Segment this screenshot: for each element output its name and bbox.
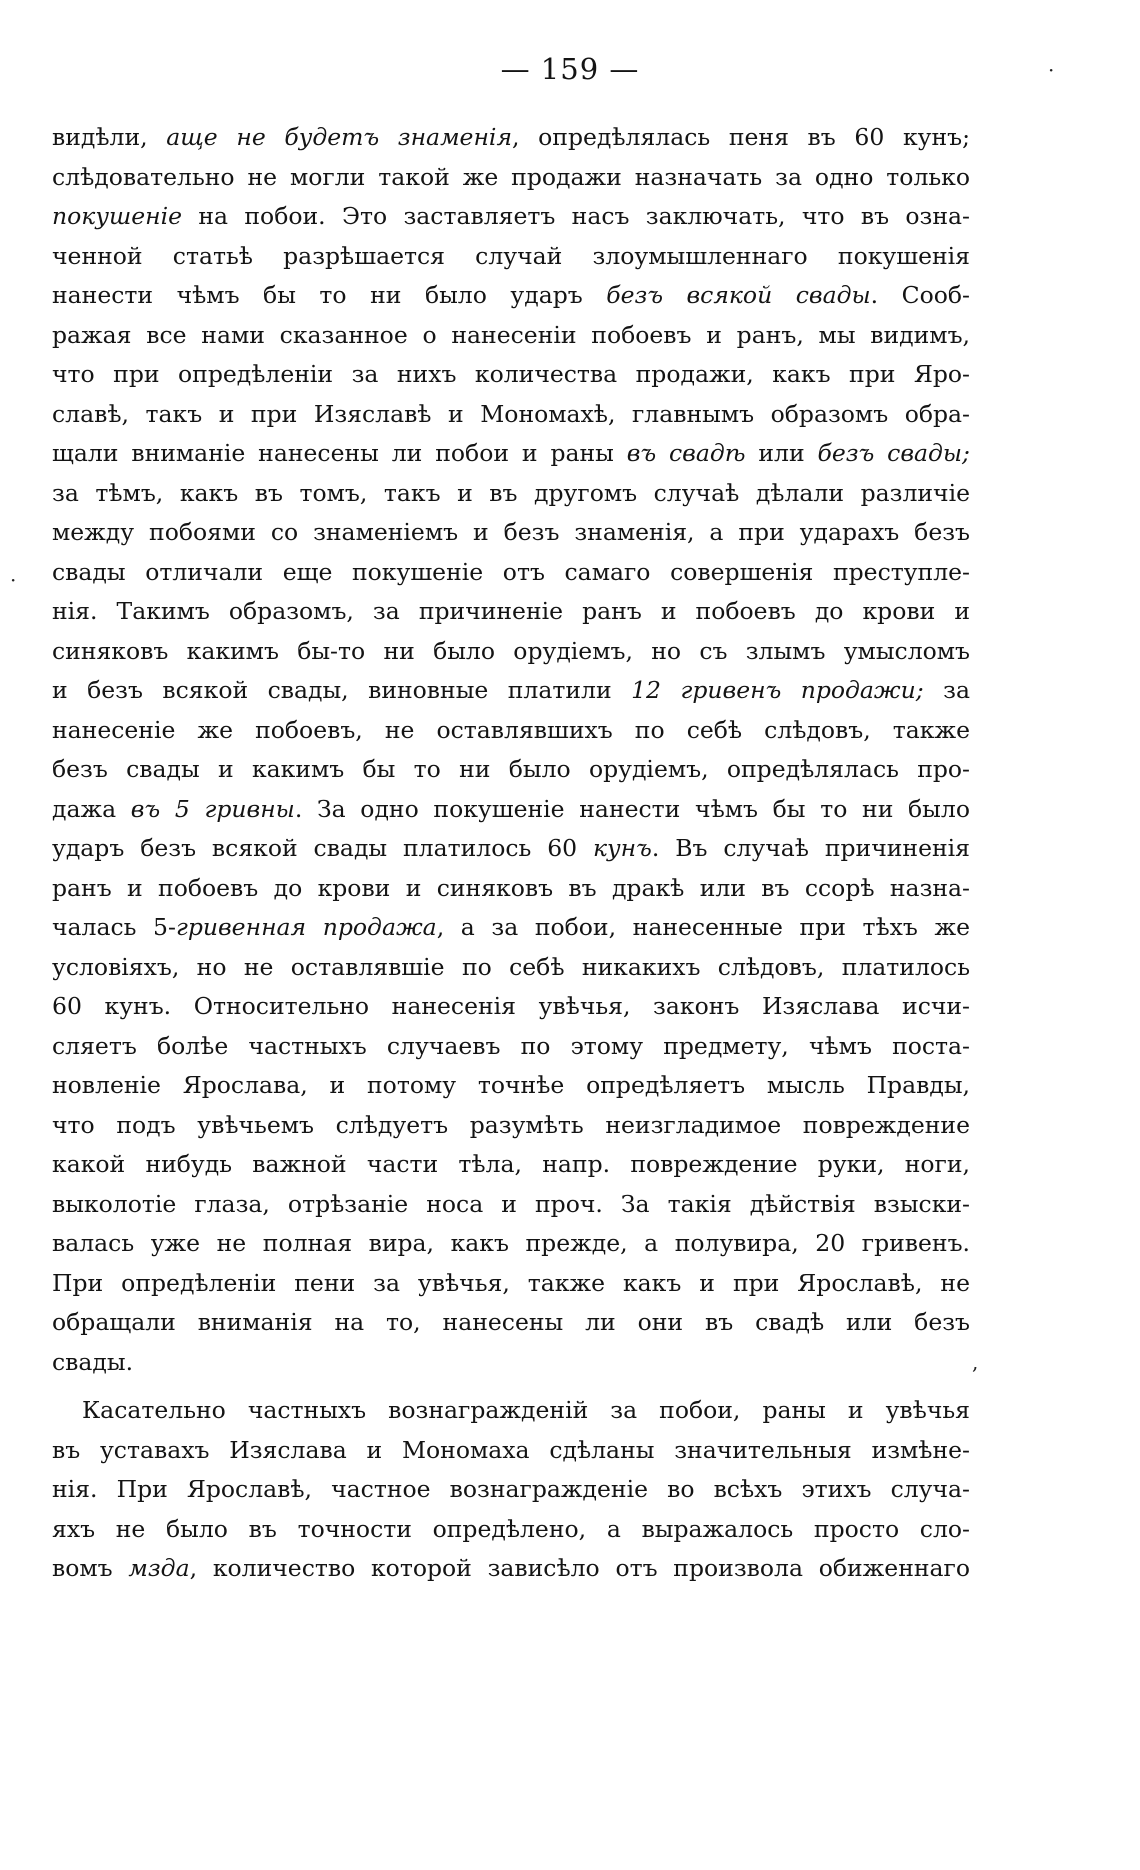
text-segment: нія. При Ярославѣ, частное вознагражденіе во всѣхъ этихъ случа- xyxy=(52,1475,970,1503)
text-line xyxy=(52,1066,970,1106)
text-segment: за тѣмъ, какъ въ томъ, такъ и въ другомъ случаѣ дѣлали различіе xyxy=(52,478,970,507)
text-line xyxy=(52,355,970,395)
text-segment: щали вниманіе нанесены ли побои и раны xyxy=(52,439,627,467)
text-segment: безъ свады и какимъ бы то ни было орудіемъ, опредѣлялась про- xyxy=(52,755,970,783)
body-text xyxy=(52,118,970,1589)
text-segment: ударъ безъ всякой свады платилось 60 xyxy=(52,834,594,862)
text-line xyxy=(52,790,970,830)
text-segment: . Сооб- xyxy=(870,281,971,309)
text-line xyxy=(52,395,970,435)
text-line xyxy=(52,1431,970,1471)
text-segment: между побоями со знаменіемъ и безъ знаменія, а при ударахъ безъ xyxy=(52,518,970,546)
text-line xyxy=(52,632,970,672)
text-segment: условіяхъ, но не оставлявшіе по себѣ никакихъ слѣдовъ, платилось xyxy=(52,952,970,981)
text-line xyxy=(52,513,970,553)
text-line xyxy=(52,869,970,909)
italic-phrase: въ свадѣ xyxy=(626,439,746,467)
text-line xyxy=(52,118,970,158)
text-line xyxy=(52,750,970,790)
italic-phrase: гривенная продажа xyxy=(175,913,437,941)
text-segment: При опредѣленіи пени за увѣчья, также какъ и при Ярославѣ, не xyxy=(52,1268,970,1297)
text-line xyxy=(52,1510,970,1550)
text-segment: валась уже не полная вира, какъ прежде, а полувира, 20 гривенъ. xyxy=(52,1229,970,1257)
italic-phrase: мзда xyxy=(128,1554,190,1582)
text-line xyxy=(52,474,970,514)
text-line xyxy=(52,948,970,988)
text-line xyxy=(52,908,970,948)
text-segment: слѣдовательно не могли такой же продажи назначать за одно только xyxy=(52,162,970,191)
text-segment: новленіе Ярослава, и потому точнѣе опредѣляетъ мысль Правды, xyxy=(52,1071,970,1099)
scan-speck: , xyxy=(972,1350,979,1374)
text-line xyxy=(52,1264,970,1304)
text-line xyxy=(52,1470,970,1510)
italic-phrase: покушеніе xyxy=(52,202,183,230)
text-line xyxy=(52,829,970,869)
italic-phrase: безъ свады; xyxy=(817,439,970,467)
text-segment: чалась 5- xyxy=(52,913,176,941)
text-segment: свады отличали еще покушеніе отъ самаго совершенія преступле- xyxy=(52,557,970,586)
text-line xyxy=(52,316,970,356)
text-segment: ранъ и побоевъ до крови и синяковъ въ дракѣ или въ ссорѣ назна- xyxy=(52,873,970,902)
text-segment: синяковъ какимъ бы-то ни было орудіемъ, но съ злымъ умысломъ xyxy=(52,636,970,665)
text-line xyxy=(52,711,970,751)
text-segment: вомъ xyxy=(52,1554,129,1582)
text-line xyxy=(52,197,970,237)
text-line xyxy=(52,237,970,277)
text-segment: , а за побои, нанесенные при тѣхъ же xyxy=(436,913,971,941)
text-segment: что подъ увѣчьемъ слѣдуетъ разумѣть неизгладимое повреждение xyxy=(52,1110,970,1139)
text-line xyxy=(52,671,970,711)
text-line xyxy=(52,987,970,1027)
scan-speck: · xyxy=(10,568,17,592)
text-line xyxy=(52,1391,970,1431)
text-segment: ченной статьѣ разрѣшается случай злоумышленнаго покушенія xyxy=(52,241,970,270)
text-line xyxy=(52,1303,970,1343)
text-segment: обращали вниманія на то, нанесены ли они въ свадѣ или безъ xyxy=(52,1308,970,1336)
text-line xyxy=(52,592,970,632)
text-line xyxy=(52,1224,970,1264)
text-segment: . За одно покушеніе нанести чѣмъ бы то ни было xyxy=(294,794,970,823)
text-segment: , опредѣлялась пеня въ 60 кунъ; xyxy=(512,123,970,151)
text-segment: на побои. Это заставляетъ насъ заключать, что въ озна- xyxy=(182,202,970,230)
text-segment: выколотіе глаза, отрѣзаніе носа и проч. За такія дѣйствія взыски- xyxy=(52,1189,970,1218)
text-segment: славѣ, такъ и при Изяславѣ и Мономахѣ, главнымъ образомъ обра- xyxy=(52,399,970,428)
text-segment: ражая все нами сказанное о нанесеніи побоевъ и ранъ, мы видимъ, xyxy=(52,320,970,349)
text-segment: Касательно частныхъ вознагражденій за побои, раны и увѣчья xyxy=(82,1396,970,1424)
text-line xyxy=(52,1027,970,1067)
text-line xyxy=(52,1549,970,1589)
text-segment: дажа xyxy=(52,794,131,823)
italic-phrase: аще не будетъ знаменія xyxy=(166,123,513,151)
text-line xyxy=(52,158,970,198)
text-segment: какой нибудь важной части тѣла, напр. повреждение руки, ноги, xyxy=(52,1150,970,1178)
text-segment: . Въ случаѣ причиненія xyxy=(651,834,970,862)
page-number: — 159 — xyxy=(500,52,640,86)
scan-speck: · xyxy=(1048,58,1055,82)
text-segment: что при опредѣленіи за нихъ количества продажи, какъ при Яро- xyxy=(52,360,970,388)
text-segment: за xyxy=(923,676,970,704)
text-segment: нанесеніе же побоевъ, не оставлявшихъ по себѣ слѣдовъ, также xyxy=(52,715,970,744)
text-line xyxy=(52,553,970,593)
text-segment: сляетъ болѣе частныхъ случаевъ по этому предмету, чѣмъ поста- xyxy=(52,1031,970,1060)
text-line xyxy=(52,1185,970,1225)
italic-phrase: кунъ xyxy=(593,834,652,862)
italic-phrase: 12 гривенъ продажи; xyxy=(631,676,924,704)
text-line xyxy=(52,276,970,316)
text-segment: или xyxy=(745,439,818,467)
text-line xyxy=(52,1106,970,1146)
text-segment: , количество которой зависѣло отъ произвола обиженнаго xyxy=(189,1554,970,1582)
text-segment: нанести чѣмъ бы то ни было ударъ xyxy=(52,281,607,309)
text-segment: нія. Такимъ образомъ, за причиненіе ранъ и побоевъ до крови и xyxy=(52,597,970,625)
text-segment: свады. xyxy=(52,1347,134,1376)
text-segment: въ уставахъ Изяслава и Мономаха сдѣланы значительныя измѣне- xyxy=(52,1435,970,1464)
italic-phrase: въ 5 гривны xyxy=(130,794,295,823)
italic-phrase: безъ всякой свады xyxy=(606,281,871,309)
text-line xyxy=(52,434,970,474)
text-segment: и безъ всякой свады, виновные платили xyxy=(52,676,632,704)
text-line xyxy=(52,1145,970,1185)
text-segment: видѣли, xyxy=(52,123,167,151)
text-segment: 60 кунъ. Относительно нанесенія увѣчья, законъ Изяслава исчи- xyxy=(52,992,970,1020)
text-line xyxy=(52,1343,970,1383)
text-segment: яхъ не было въ точности опредѣлено, а выражалось просто сло- xyxy=(52,1514,970,1543)
